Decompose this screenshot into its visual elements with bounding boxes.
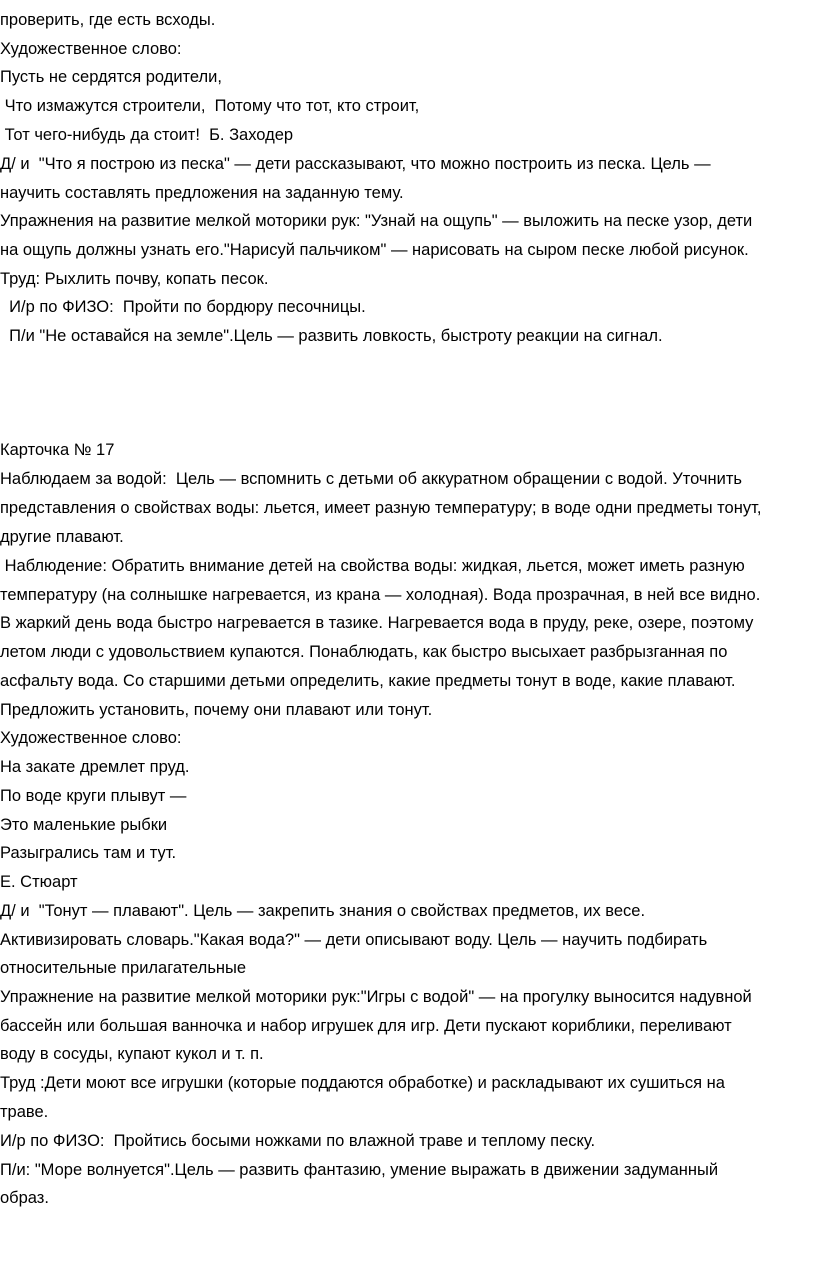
text-line: Д/ и "Что я построю из песка" — дети рассказывают, что можно построить из песка. Цель — xyxy=(0,155,711,173)
text-line: Труд: Рыхлить почву, копать песок. xyxy=(0,270,269,288)
text-line: относительные прилагательные xyxy=(0,959,247,977)
poem-line: На закате дремлет пруд. xyxy=(0,758,190,776)
text-line: образ. xyxy=(0,1189,49,1207)
text-line: Д/ и "Тонут — плавают". Цель — закрепить знания о свойствах предметов, их весе. xyxy=(0,902,646,920)
text-line: научить составлять предложения на заданную тему. xyxy=(0,184,404,202)
text-line: Упражнения на развитие мелкой моторики рук: "Узнай на ощупь" — выложить на песке узор, дети xyxy=(0,212,753,230)
text-line: В жаркий день вода быстро нагревается в тазике. Нагревается вода в пруду, реке, озере, поэтому xyxy=(0,614,754,632)
text-line: Труд :Дети моют все игрушки (которые поддаются обработке) и раскладывают их сушиться на xyxy=(0,1074,725,1092)
poem-line: По воде круги плывут — xyxy=(0,787,187,805)
text-line: Тот чего-нибудь да стоит! Б. Заходер xyxy=(0,126,294,144)
text-line: температуру (на солнышке нагревается, из крана — холодная). Вода прозрачная, в ней все видно. xyxy=(0,586,761,604)
poem-line: Разыгрались там и тут. xyxy=(0,844,177,862)
poem-author: Е. Стюарт xyxy=(0,873,78,891)
text-line: Активизировать словарь."Какая вода?" — дети описывают воду. Цель — научить подбирать xyxy=(0,931,708,949)
text-line: проверить, где есть всходы. xyxy=(0,11,216,29)
poem-line: Это маленькие рыбки xyxy=(0,816,168,834)
text-line: Художественное слово: xyxy=(0,40,182,58)
card-title: Карточка № 17 xyxy=(0,441,115,459)
text-line: Упражнение на развитие мелкой моторики рук:"Игры с водой" — на прогулку выносится надувной xyxy=(0,988,752,1006)
text-line: другие плавают. xyxy=(0,528,124,546)
text-line: на ощупь должны узнать его."Нарисуй пальчиком" — нарисовать на сыром песке любой рисунок. xyxy=(0,241,749,259)
text-line: асфальту вода. Со старшими детьми определить, какие предметы тонут в воде, какие плавают. xyxy=(0,672,736,690)
text-line: П/и "Не оставайся на земле".Цель — развить ловкость, быстроту реакции на сигнал. xyxy=(0,327,663,345)
text-line: Художественное слово: xyxy=(0,729,182,747)
text-line: траве. xyxy=(0,1103,49,1121)
text-line: воду в сосуды, купают кукол и т. п. xyxy=(0,1045,264,1063)
text-line: представления о свойствах воды: льется, имеет разную температуру; в воде одни предметы тонут, xyxy=(0,499,762,517)
text-line: Предложить установить, почему они плавают или тонут. xyxy=(0,701,433,719)
text-line: Наблюдаем за водой: Цель — вспомнить с детьми об аккуратном обращении с водой. Уточнить xyxy=(0,470,742,488)
text-line: Пусть не сердятся родители, xyxy=(0,68,222,86)
text-line: Что измажутся строители, Потому что тот, кто строит, xyxy=(0,97,420,115)
text-line: И/р по ФИЗО: Пройтись босыми ножками по влажной траве и теплому песку. xyxy=(0,1132,596,1150)
text-line: бассейн или большая ванночка и набор игрушек для игр. Дети пускают кориблики, переливают xyxy=(0,1017,732,1035)
text-line: Наблюдение: Обратить внимание детей на свойства воды: жидкая, льется, может иметь разную xyxy=(0,557,745,575)
text-line: И/р по ФИЗО: Пройти по бордюру песочницы. xyxy=(0,298,366,316)
text-line: летом люди с удовольствием купаются. Понаблюдать, как быстро высыхает разбрызганная по xyxy=(0,643,728,661)
text-line: П/и: "Море волнуется".Цель — развить фантазию, умение выражать в движении задуманный xyxy=(0,1161,719,1179)
